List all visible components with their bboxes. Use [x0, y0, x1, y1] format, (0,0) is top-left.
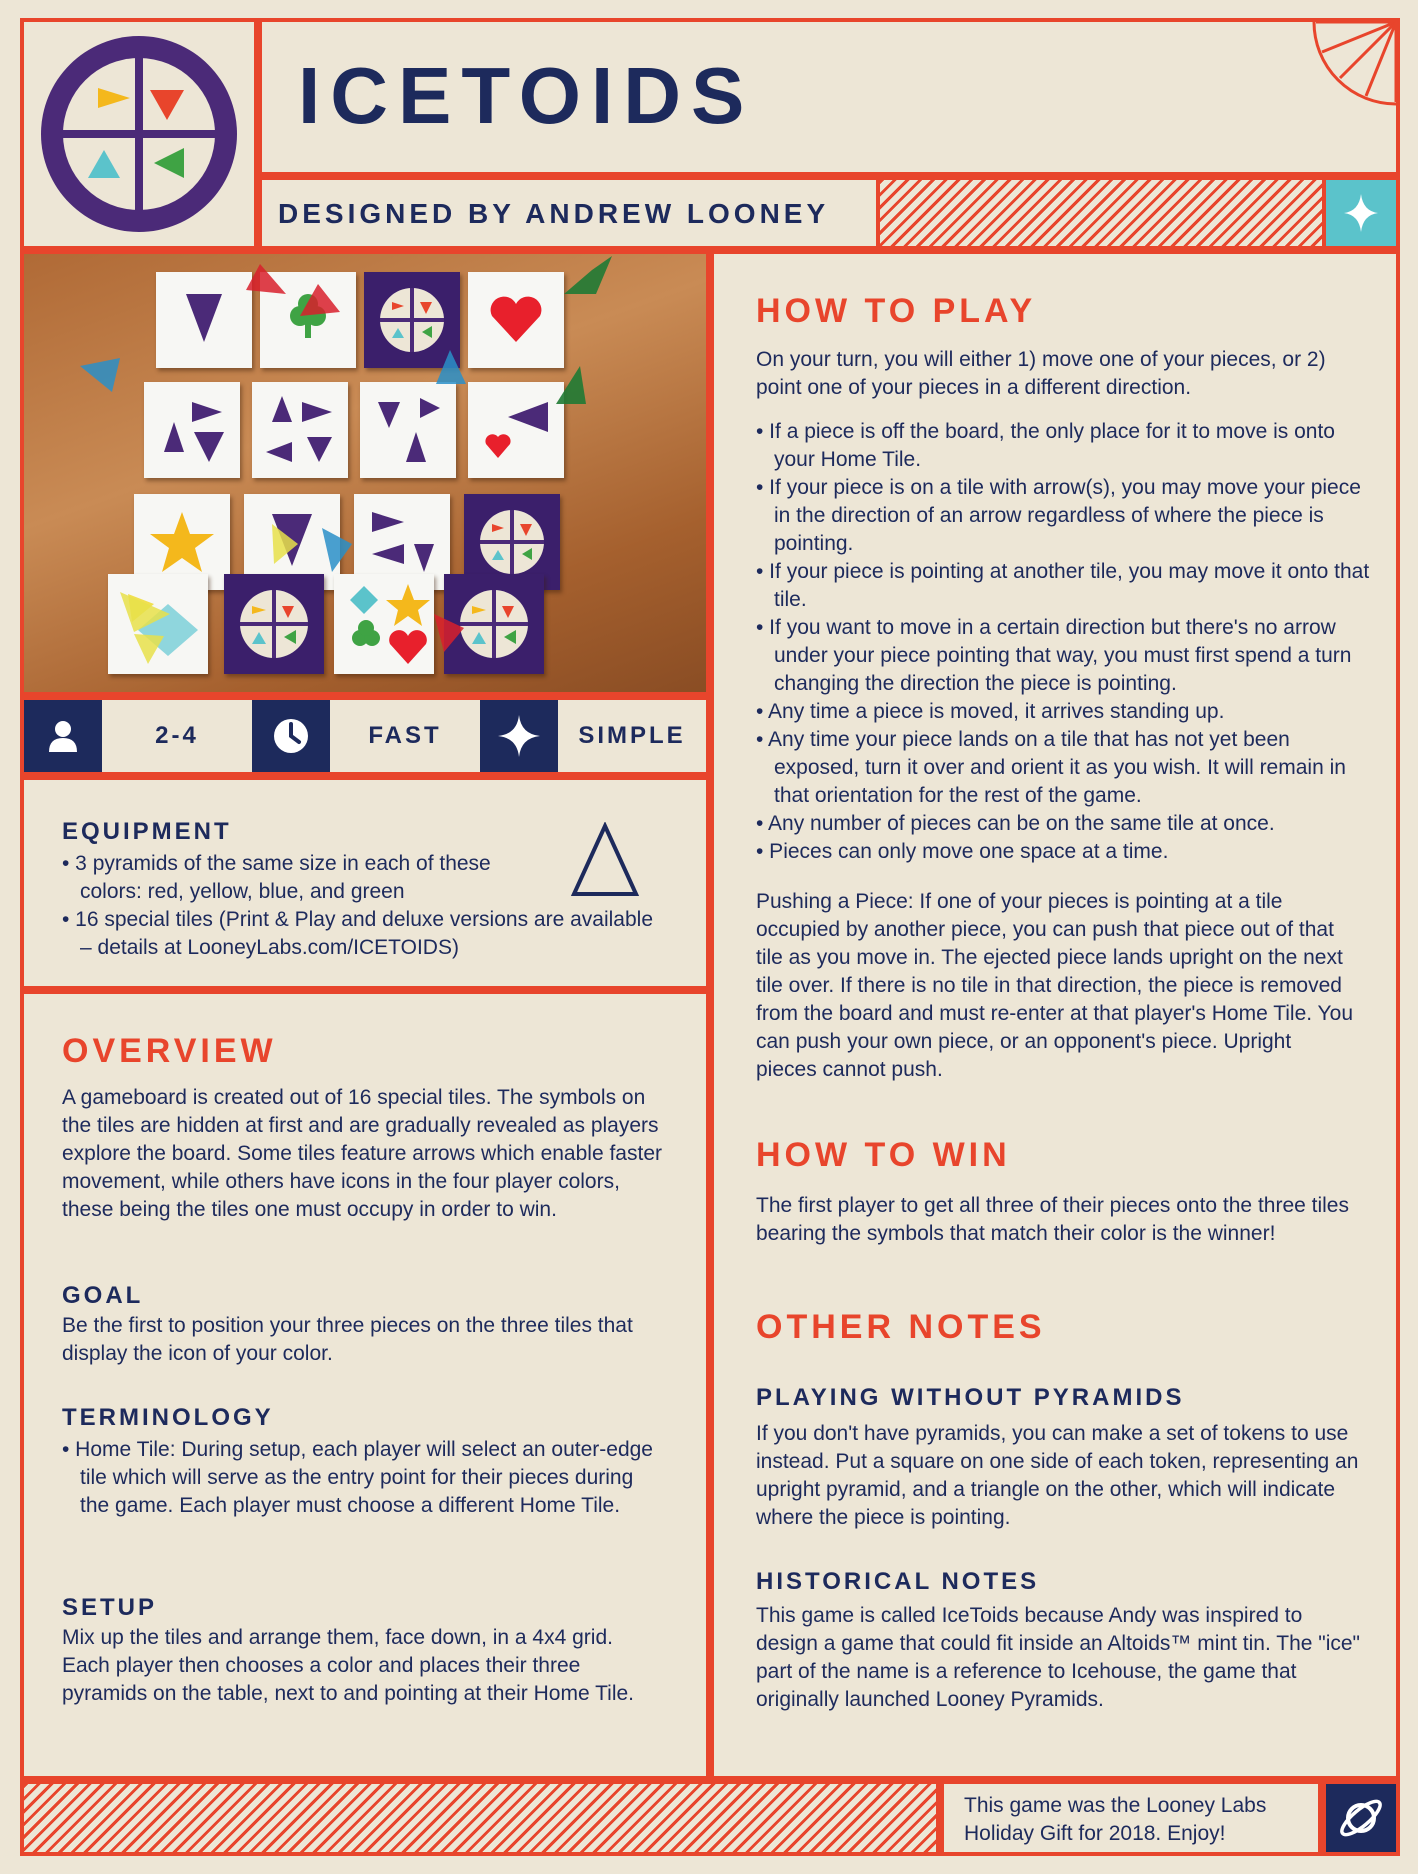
hatch-decoration: [880, 176, 1322, 250]
equipment-section: [20, 776, 710, 990]
player-count-tile: [24, 700, 102, 772]
rule-item: • If you want to move in a certain direction but there's no arrow under your piece pointing that way, you must first spend a turn changing the direction the piece is pointing.: [756, 616, 1352, 695]
goal-text: Be the first to position your three pieces on the three tiles that display the icon of your color.: [62, 1314, 633, 1365]
corner-sunburst-decoration: [1296, 22, 1396, 122]
right-column: [710, 250, 1400, 1780]
sparkle-icon: [1326, 180, 1396, 246]
stats-bar: [20, 696, 710, 776]
rule-item: • Pieces can only move one space at a time.: [756, 840, 1169, 863]
how-to-play-heading: HOW TO PLAY: [756, 292, 1037, 330]
left-column: [20, 990, 710, 1780]
equipment-item: • 3 pyramids of the same size in each of these colors: red, yellow, blue, and green: [62, 852, 491, 903]
equipment-item: • 16 special tiles (Print & Play and deluxe versions are available – details at LooneyLabs.com/ICETOIDS): [62, 908, 653, 959]
gift-note: This game was the Looney Labs Holiday Gift for 2018. Enjoy!: [964, 1794, 1267, 1845]
rule-item: • Any time your piece lands on a tile that has not yet been exposed, turn it over and orient it as you wish. It will remain in that orientation for the rest of the game.: [756, 728, 1346, 807]
how-to-win-heading: HOW TO WIN: [756, 1136, 1011, 1174]
how-to-play-list: [756, 418, 1376, 866]
rule-item: • If a piece is off the board, the only place for it to move is onto your Home Tile.: [756, 420, 1335, 471]
player-count: 2-4: [155, 722, 199, 749]
pushing-rule: Pushing a Piece: If one of your pieces is pointing at a tile occupied by another piece, you can push that piece out of that tile as you move in. The ejected piece lands upright on the next tile over. If there is no tile in that direction, the piece is removed from the board and must re-enter at that player's Home Tile. You can push your own piece, or an opponent's piece. Upright pieces cannot push.: [756, 890, 1353, 1081]
sparkle-icon: [494, 711, 544, 761]
page-title: ICETOIDS: [298, 51, 755, 140]
triangle-icon: [570, 822, 640, 898]
overview-heading: OVERVIEW: [62, 1032, 277, 1070]
rule-item: • Any number of pieces can be on the same tile at once.: [756, 812, 1275, 835]
designer-panel: [258, 176, 880, 250]
pyramid-pieces: [24, 254, 706, 692]
equipment-heading: EQUIPMENT: [62, 818, 232, 845]
setup-heading: SETUP: [62, 1594, 158, 1621]
rule-item: • If your piece is pointing at another tile, you may move it onto that tile.: [756, 560, 1370, 611]
footer-hatch-decoration: [20, 1780, 940, 1856]
designer-credit: DESIGNED BY ANDREW LOONEY: [278, 198, 830, 229]
sparkle-tile: [1322, 176, 1400, 250]
other-notes-heading: OTHER NOTES: [756, 1308, 1046, 1346]
historical-notes-heading: HISTORICAL NOTES: [756, 1568, 1040, 1595]
terminology-heading: TERMINOLOGY: [62, 1404, 274, 1431]
game-complexity: SIMPLE: [578, 722, 686, 749]
planet-icon: [1326, 1784, 1396, 1852]
overview-text: A gameboard is created out of 16 special tiles. The symbols on the tiles are hidden at first and are gradually revealed as players explore the board. Some tiles feature arrows which enable faster movement, while others have icons in the four player colors, these being the tiles one must occupy in order to win.: [62, 1086, 662, 1221]
complexity-tile: [480, 700, 558, 772]
playing-without-pyramids-text: If you don't have pyramids, you can make a set of tokens to use instead. Put a square on one side of each token, representing an upright pyramid, and a triangle on the other, which will indicate where the piece is pointing.: [756, 1422, 1359, 1529]
time-tile: [252, 700, 330, 772]
game-photo: [20, 250, 710, 696]
player-icon: [43, 716, 83, 756]
terminology-item: • Home Tile: During setup, each player will select an outer-edge tile which will serve as the entry point for their pieces during the game. Each player must choose a different Home Tile.: [62, 1438, 653, 1517]
rule-item: • Any time a piece is moved, it arrives standing up.: [756, 700, 1225, 723]
rule-item: • If your piece is on a tile with arrow(s), you may move your piece in the direction of an arrow regardless of where the piece is pointing.: [756, 476, 1361, 555]
clock-icon: [269, 714, 313, 758]
setup-text: Mix up the tiles and arrange them, face down, in a 4x4 grid. Each player then chooses a color and places their three pyramids on the table, next to and pointing at their Home Tile.: [62, 1626, 634, 1705]
historical-notes-text: This game is called IceToids because Andy was inspired to design a game that could fit inside an Altoids™ mint tin. The "ice" part of the name is a reference to Icehouse, the game that originally launched Looney Pyramids.: [756, 1604, 1361, 1711]
how-to-win-text: The first player to get all three of their pieces onto the three tiles bearing the symbols that match their color is the winner!: [756, 1194, 1349, 1245]
goal-heading: GOAL: [62, 1282, 144, 1309]
gift-note-panel: [940, 1780, 1322, 1856]
playing-without-pyramids-heading: PLAYING WITHOUT PYRAMIDS: [756, 1384, 1185, 1411]
planet-tile: [1322, 1780, 1400, 1856]
icetoids-logo: [24, 22, 254, 246]
how-to-play-intro: On your turn, you will either 1) move one of your pieces, or 2) point one of your pieces in a different direction.: [756, 348, 1326, 399]
game-speed: FAST: [368, 722, 442, 749]
logo-panel: [20, 18, 258, 250]
title-panel: [258, 18, 1400, 176]
